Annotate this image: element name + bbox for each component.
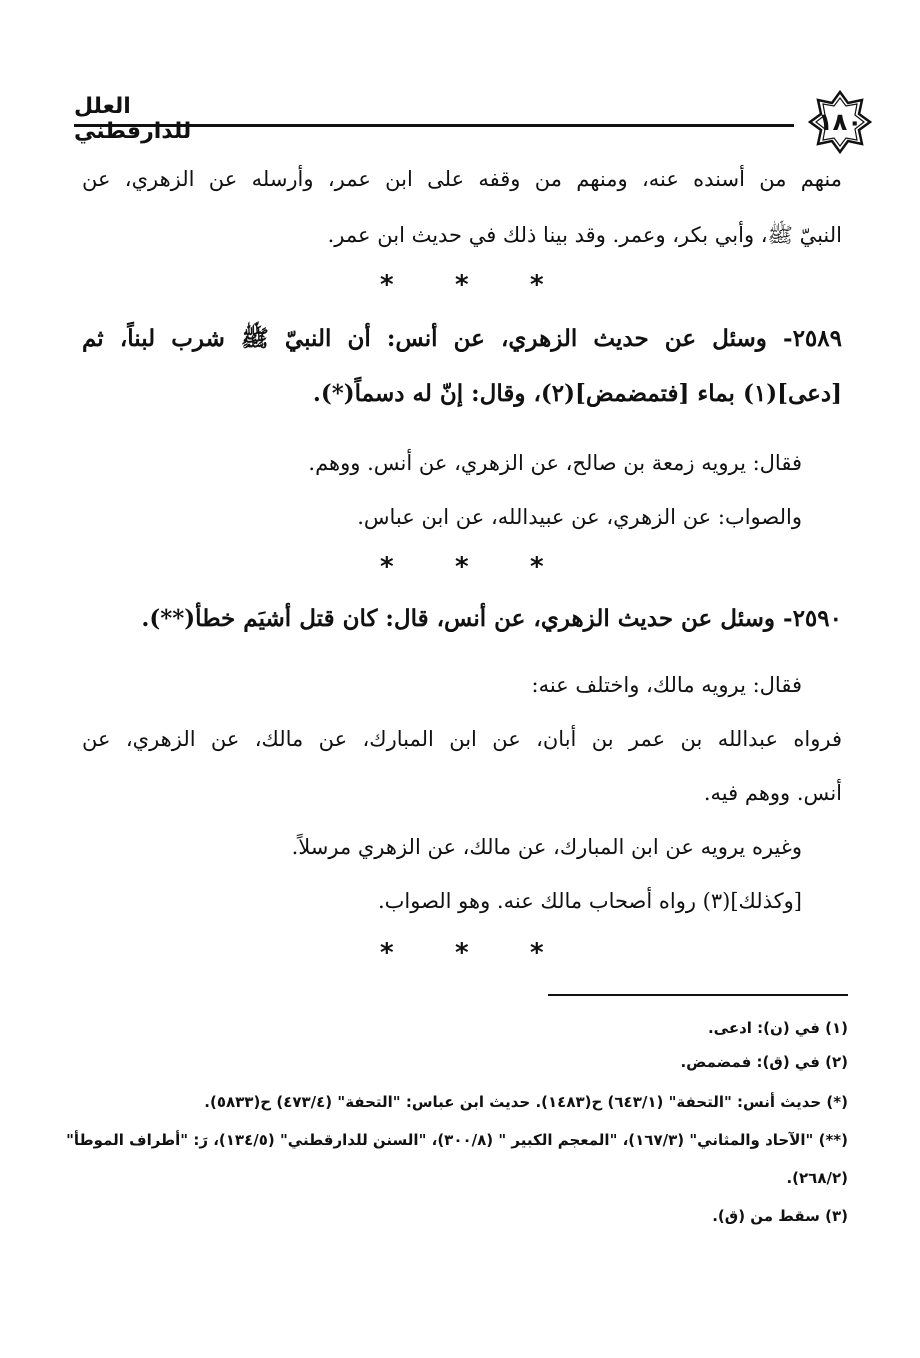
separator-asterisk: * xyxy=(380,270,394,300)
footnote: (٣) سقط من (ق). xyxy=(712,1207,848,1225)
section-separator xyxy=(350,552,590,582)
section-separator xyxy=(350,938,590,968)
footnote: (**) "الآحاد والمثاني" (١٦٧/٣)، "المعجم الكبير " (٣٠٠/٨)، "السنن للدارقطني" (١٣٤/٥)، رَ: "أطراف الموطأ" xyxy=(66,1131,848,1149)
section-separator xyxy=(350,270,590,300)
answer-2590-line: فرواه عبدالله بن عمر بن أبان، عن ابن المبارك، عن مالك، عن الزهري، عن xyxy=(82,727,842,751)
footnote: (١) في (ن): ادعى. xyxy=(707,1019,848,1037)
header-rule xyxy=(74,124,794,127)
separator-asterisk: * xyxy=(380,938,394,968)
separator-asterisk: * xyxy=(530,270,544,300)
answer-2590-line: [وكذلك](٣) رواه أصحاب مالك عنه. وهو الصواب. xyxy=(377,889,802,913)
separator-asterisk: * xyxy=(530,938,544,968)
footnote: (٢) في (ق): فمضمض. xyxy=(680,1053,848,1071)
question-2589-line: [دعى](١) بماء [فتمضمض](٢)، وقال: إنّ له دسماً(*). xyxy=(312,380,842,407)
question-2589-line: ٢٥٨٩- وسئل عن حديث الزهري، عن أنس: أن النبيّ ﷺ شرب لبناً، ثم xyxy=(82,325,842,352)
separator-asterisk: * xyxy=(380,552,394,582)
question-2590-line: ٢٥٩٠- وسئل عن حديث الزهري، عن أنس، قال: كان قتل أشيَم خطأ(**). xyxy=(141,605,842,632)
separator-asterisk: * xyxy=(455,938,469,968)
footnote: (٢٦٨/٢). xyxy=(786,1169,848,1187)
separator-asterisk: * xyxy=(530,552,544,582)
separator-asterisk: * xyxy=(455,270,469,300)
answer-2590-line: فقال: يرويه مالك، واختلف عنه: xyxy=(531,673,802,697)
page-number: ١٨٠ xyxy=(818,108,862,136)
answer-2590-line: وغيره يرويه عن ابن المبارك، عن مالك، عن الزهري مرسلاً. xyxy=(291,835,802,859)
body-line: منهم من أسنده عنه، ومنهم من وقفه على ابن عمر، وأرسله عن الزهري، عن xyxy=(82,167,842,191)
footnote-rule xyxy=(548,994,848,996)
body-line: النبيّ ﷺ، وأبي بكر، وعمر. وقد بينا ذلك في حديث ابن عمر. xyxy=(327,223,842,247)
answer-2589-line: فقال: يرويه زمعة بن صالح، عن الزهري، عن أنس. ووهم. xyxy=(308,451,802,475)
answer-2590-line: أنس. ووهم فيه. xyxy=(703,781,842,805)
answer-2589-line: والصواب: عن الزهري، عن عبيدالله، عن ابن عباس. xyxy=(357,505,802,529)
footnote: (*) حديث أنس: "التحفة" (٦٤٣/١) ح(١٤٨٣). حديث ابن عباس: "التحفة" (٤٧٣/٤) ح(٥٨٣٣). xyxy=(204,1093,848,1111)
running-header-title: العلل للدارقطني xyxy=(74,94,192,144)
separator-asterisk: * xyxy=(455,552,469,582)
